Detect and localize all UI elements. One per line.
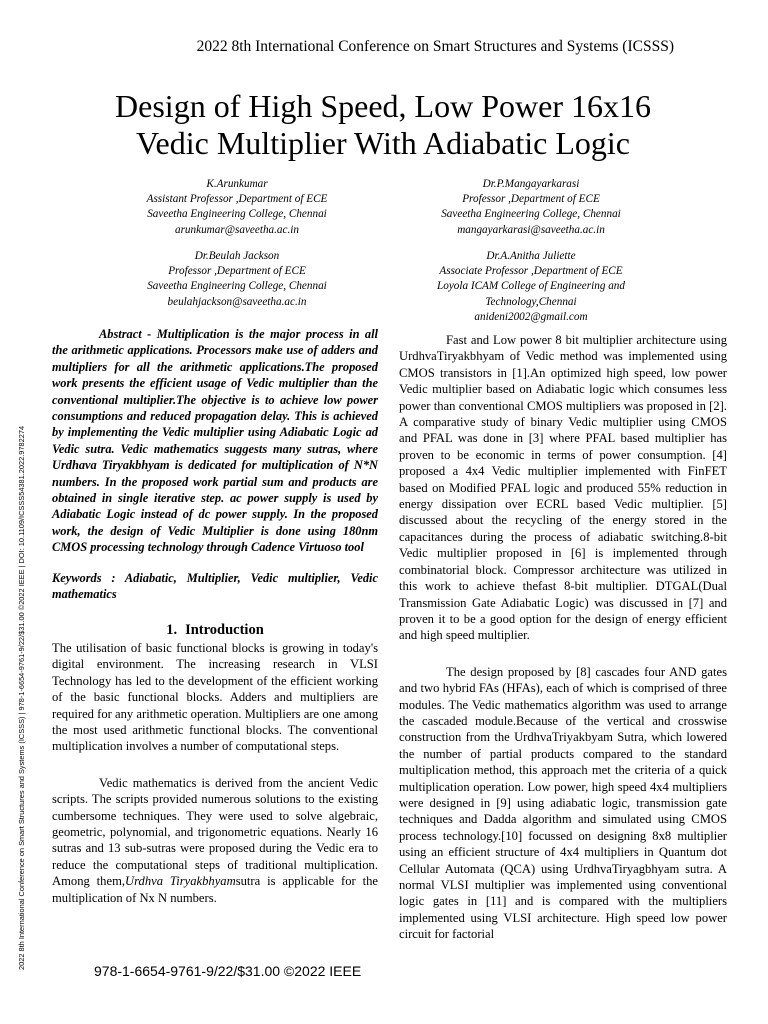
author-name: Dr.Beulah Jackson	[194, 250, 280, 262]
side-doi-stamp: 2022 8th International Conference on Smart Structures and Systems (ICSSS) | 978-1-6654-9761-9/22/$31.00 ©2022 IEEE | DOI: 10.1109/ICSSS54381.2022.9782274	[17, 425, 26, 970]
author-3	[112, 249, 362, 310]
author-email: beulahjackson@saveetha.ac.in	[167, 295, 307, 308]
abstract: Abstract - Multiplication is the major process in all the arithmetic applications. Processors make use of adders and multipliers for all the arithmetic applications.The proposed work presents the efficient usage of Vedic multiplier than the conventional multiplier.The objective is to achieve low power consumptions and reduced propagation delay. This is achieved by implementing the Vedic multiplier using Adiabatic Logic ad Vedic sutra. Vedic mathematics suggests many sutras, where Urdhava Tiryakbhyam is dedicated for multiplication of N*N numbers. In the proposed work partial sum and products are obtained in single iterative step. ac power supply is used by Adiabatic Logic instead of dc power supply. In the proposed work, the design of Vedic Multiplier is done using 180nm CMOS processing technology through Cadence Virtuoso tool	[52, 327, 378, 555]
title-line-1: Design of High Speed, Low Power 16x16	[115, 88, 651, 124]
author-institution: Saveetha Engineering College, Chennai	[147, 280, 327, 293]
author-email: anideni2002@gmail.com	[474, 310, 588, 323]
author-4	[406, 249, 656, 325]
sutra-name: Urdhva Tiryakbhyam	[125, 874, 236, 889]
paper-title	[60, 88, 706, 162]
author-email: mangayarkarasi@saveetha.ac.in	[457, 223, 605, 236]
author-institution: Saveetha Engineering College, Chennai	[441, 208, 621, 221]
title-line-2: Vedic Multiplier With Adiabatic Logic	[135, 125, 630, 161]
author-institution: Loyola ICAM College of Engineering and	[437, 280, 625, 293]
author-position: Professor ,Department of ECE	[168, 265, 306, 278]
right-column	[399, 332, 727, 943]
author-position: Professor ,Department of ECE	[462, 193, 600, 206]
author-2	[406, 177, 656, 238]
author-position: Associate Professor ,Department of ECE	[439, 265, 623, 278]
left-column	[52, 326, 378, 906]
author-name: K.Arunkumar	[206, 178, 268, 190]
intro-paragraph-2-tail: sutra is applicable for the multiplication of Nx N numbers.	[52, 874, 378, 905]
section-heading-introduction	[52, 622, 378, 638]
related-work-paragraph-1: Fast and Low power 8 bit multiplier architecture using UrdhvaTiryakbhyam of Vedic method was implemented using CMOS transistors in [1].An optimized high speed, low power Vedic multiplier based on Adiabatic logic which consumes less power than conventional CMOS multipliers was proposed in [2]. A comparative study of binary Vedic multiplier using CMOS and PFAL was done in [3] where PFAL based multiplier has proven to be economic in terms of power consumption. [4] proposed a 4x4 Vedic multiplier implemented with FinFET based on Modified PFAL logic and produced 55% reduction in energy dissipation over ECRL based Vedic multiplier. [5] discussed about the recycling of the energy stored in the capacitances during the process of adiabatic switching.8-bit Vedic multiplier proposed in [6] is implemented through combinatorial block. Compressor architecture was utilized in this work to achieve thefast 8-bit multiplier. DTGAL(Dual Transmission Gate Adiabatic Logic) was discussed in [7] and proven it to be a good option for the design of energy efficient and high speed multiplier.	[399, 333, 727, 643]
author-institution-line-2: Technology,Chennai	[485, 295, 577, 308]
author-name: Dr.A.Anitha Juliette	[486, 250, 576, 262]
intro-paragraph-2	[52, 775, 378, 906]
author-name: Dr.P.Mangayarkarasi	[482, 178, 580, 190]
keywords: Keywords : Adiabatic, Multiplier, Vedic multiplier, Vedic mathematics	[52, 570, 378, 602]
section-number: 1.	[166, 621, 178, 638]
intro-paragraph-1: The utilisation of basic functional blocks is growing in today's digital environment. The increasing research in VLSI Technology has led to the development of the efficient working of the basic functional blocks. Adders and multipliers are required for any arithmetic operation. Multipliers are one among the most used arithmetic functional blocks. The conventional multiplication involves a number of computational steps.	[52, 640, 378, 754]
author-institution: Saveetha Engineering College, Chennai	[147, 208, 327, 221]
author-1	[112, 177, 362, 238]
section-title: Introduction	[185, 621, 264, 638]
footer-copyright: 978-1-6654-9761-9/22/$31.00 ©2022 IEEE	[94, 963, 362, 979]
author-email: arunkumar@saveetha.ac.in	[174, 223, 299, 236]
related-work-paragraph-2: The design proposed by [8] cascades four AND gates and two hybrid FAs (HFAs), each of which is comprised of three modules. The Vedic mathematics algorithm was used to arrange the cascaded module.Because of the vertical and crosswise construction from the UrdhvaTriyakbyam Sutra, which lowered the number of partial products compared to the standard multiplication method, this approach met the criteria of a quick multiplication operation. Low power, high speed 4x4 multipliers were designed in [9] using adiabatic logic, transmission gate techniques and Dadda algorithm and simulated using CMOS process technology.[10] focussed on designing 8x8 multiplier using an efficient structure of 4x4 multipliers in Quantum dot Cellular Automata (QCA) using UrdhvaTiryagbhyam sutra. A normal VLSI multiplier was implemented using conventional logic gates in [11] and is compared with the multipliers implemented using VLSI architecture. High speed low power circuit for factorial	[399, 664, 727, 942]
author-position: Assistant Professor ,Department of ECE	[146, 193, 328, 206]
running-head: 2022 8th International Conference on Smart Structures and Systems (ICSSS)	[196, 38, 674, 55]
intro-paragraph-2-text: Vedic mathematics is derived from the ancient Vedic scripts. The scripts provided numerous solutions to the existing cumbersome techniques. They were used to solve algebraic, geometric, polynomial, and trigonometric equations. Nearly 16 sutras and 13 sub-sutras were proposed during the Vedic era to reduce the computational steps of traditional multiplication. Among them,	[52, 775, 378, 889]
